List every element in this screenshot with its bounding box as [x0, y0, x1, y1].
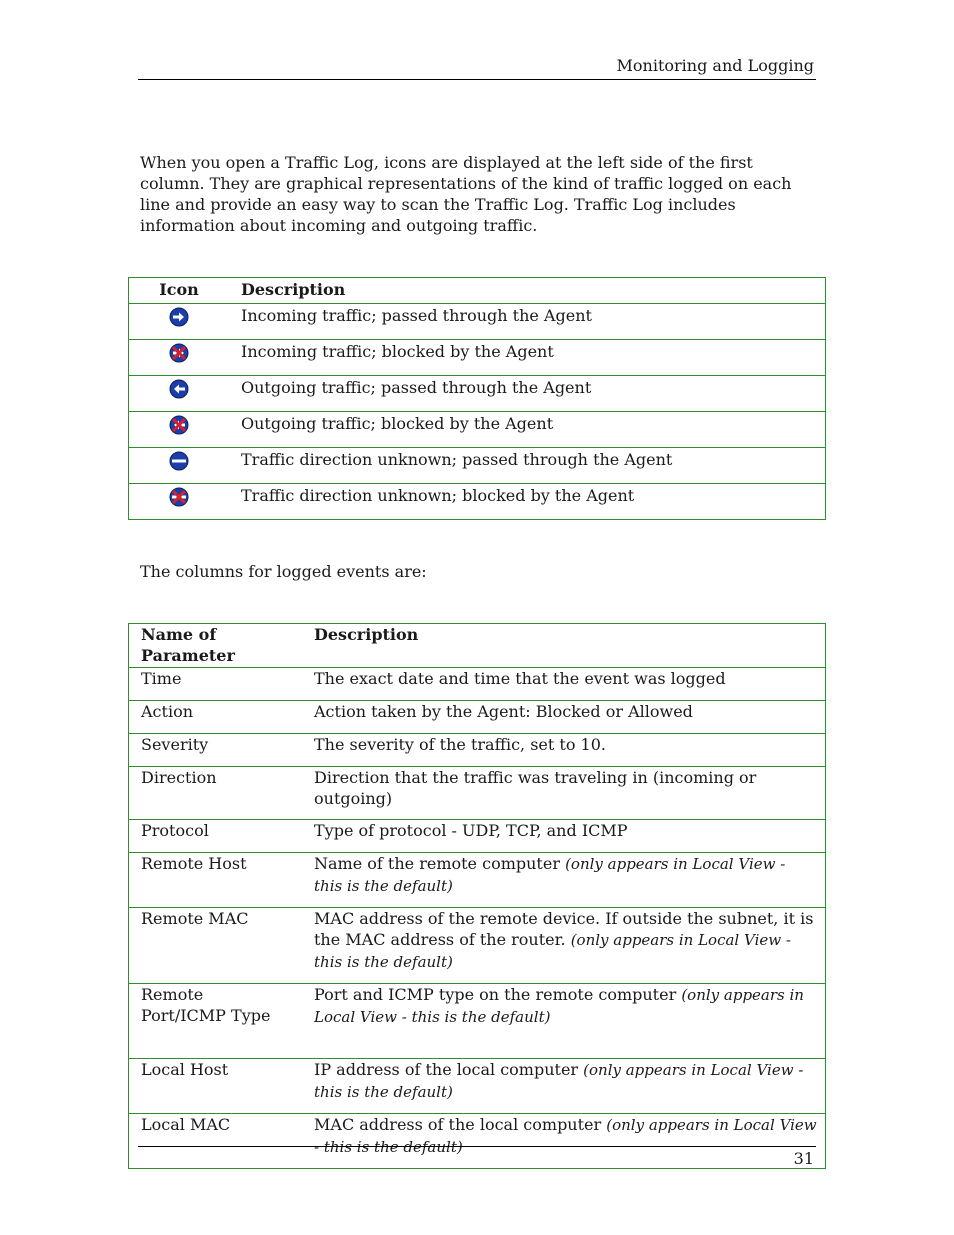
table-row [129, 701, 826, 734]
param-name: Severity [129, 734, 309, 767]
name-header-line1: Name of [141, 625, 217, 644]
param-description: The severity of the traffic, set to 10. [308, 734, 826, 767]
row-description: Incoming traffic; blocked by the Agent [229, 340, 826, 376]
row-description: Traffic direction unknown; passed through the Agent [229, 448, 826, 484]
header-rule [138, 79, 816, 80]
row-description: Outgoing traffic; passed through the Agent [229, 376, 826, 412]
param-name: Local MAC [129, 1114, 309, 1169]
table-row [129, 484, 826, 520]
table-row [129, 1059, 826, 1114]
icon-column-header: Icon [129, 278, 230, 304]
local-view-note: (only appears in Local View - this is the default) [314, 1116, 817, 1156]
table-row [129, 908, 826, 984]
page-number: 31 [793, 1149, 814, 1168]
log-columns-table [128, 623, 826, 1169]
table-header-row [129, 278, 826, 304]
param-description: Port and ICMP type on the remote computer (only appears in Local View - this is the default) [308, 984, 826, 1059]
outgoing-blocked-icon [169, 415, 189, 435]
incoming-blocked-icon [169, 343, 189, 363]
unknown-passed-icon [169, 451, 189, 471]
name-column-header [129, 624, 309, 668]
table-row [129, 340, 826, 376]
unknown-blocked-icon [169, 487, 189, 507]
table-row [129, 668, 826, 701]
row-description: Outgoing traffic; blocked by the Agent [229, 412, 826, 448]
description-column-header: Description [308, 624, 826, 668]
param-description: The exact date and time that the event was logged [308, 668, 826, 701]
table-row [129, 412, 826, 448]
description-column-header: Description [229, 278, 826, 304]
param-description: MAC address of the remote device. If outside the subnet, it is the MAC address of the router. (only appears in Local View - this is the default) [308, 908, 826, 984]
param-name: Local Host [129, 1059, 309, 1114]
outgoing-passed-icon [169, 379, 189, 399]
param-description: Direction that the traffic was traveling in (incoming or outgoing) [308, 767, 826, 820]
local-view-note: (only appears in Local View - this is the default) [314, 1061, 804, 1101]
table-row [129, 767, 826, 820]
name-header-line2: Parameter [141, 646, 235, 665]
table-row [129, 376, 826, 412]
param-description: Name of the remote computer (only appears in Local View - this is the default) [308, 853, 826, 908]
table-row [129, 734, 826, 767]
table-row [129, 304, 826, 340]
param-name: Remote MAC [129, 908, 309, 984]
table-header-row [129, 624, 826, 668]
local-view-note: (only appears in Local View - this is the default) [314, 855, 786, 895]
table-row [129, 984, 826, 1059]
footer-rule [138, 1146, 816, 1147]
traffic-icon-table [128, 277, 826, 520]
table-row [129, 1114, 826, 1169]
param-name: Protocol [129, 820, 309, 853]
param-description: MAC address of the local computer (only appears in Local View - this is the default) [308, 1114, 826, 1169]
row-description: Incoming traffic; passed through the Agent [229, 304, 826, 340]
param-name: Time [129, 668, 309, 701]
param-name: Direction [129, 767, 309, 820]
local-view-note: (only appears in Local View - this is the default) [314, 986, 804, 1026]
table-row [129, 853, 826, 908]
param-description: Type of protocol - UDP, TCP, and ICMP [308, 820, 826, 853]
incoming-passed-icon [169, 307, 189, 327]
intro-paragraph: When you open a Traffic Log, icons are displayed at the left side of the first column. They are graphical representations of the kind of traffic logged on each line and provide an easy way to scan the Traffic Log. Traffic Log includes information about incoming and outgoing traffic. [140, 153, 792, 235]
table-row [129, 448, 826, 484]
columns-intro-text: The columns for logged events are: [140, 562, 427, 581]
param-description: IP address of the local computer (only appears in Local View - this is the default) [308, 1059, 826, 1114]
table-row [129, 820, 826, 853]
page-header-title: Monitoring and Logging [616, 56, 814, 75]
param-name: Action [129, 701, 309, 734]
param-name: Remote Host [129, 853, 309, 908]
param-name: Remote Port/ICMP Type [129, 984, 309, 1059]
local-view-note: (only appears in Local View - this is the default) [314, 931, 791, 971]
row-description: Traffic direction unknown; blocked by the Agent [229, 484, 826, 520]
param-description: Action taken by the Agent: Blocked or Allowed [308, 701, 826, 734]
